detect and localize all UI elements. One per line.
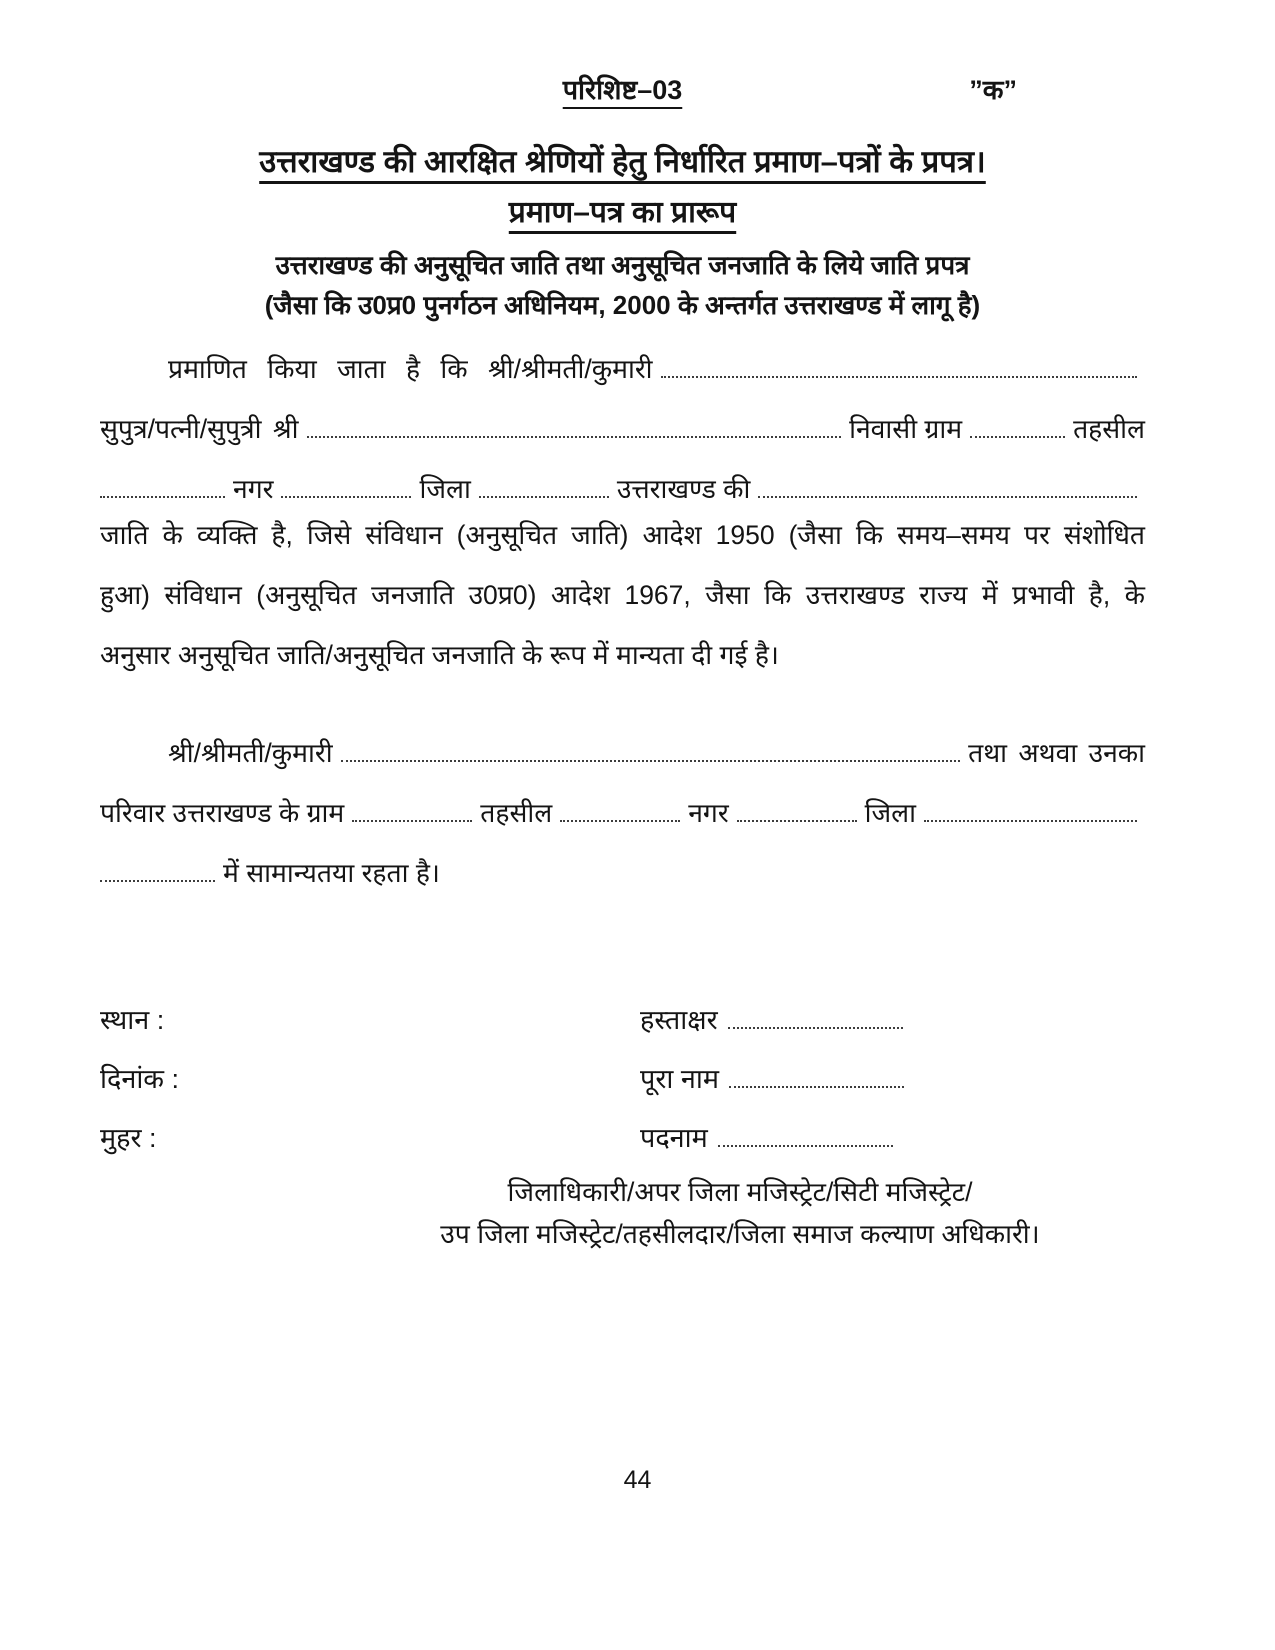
certify-line xyxy=(100,326,1145,386)
family-district-label: जिला xyxy=(864,798,917,828)
form-subtitle-text: प्रमाण–पत्र का प्रारूप xyxy=(508,196,737,229)
place-signature-row xyxy=(100,978,1145,1037)
family-tehsil-field xyxy=(560,820,680,822)
applicant-name-field xyxy=(661,376,1137,378)
appendix-label: परिशिष्ट–03 xyxy=(562,75,683,105)
seal-label: मुहर : xyxy=(100,1123,157,1153)
caste-paragraph-line-3: अनुसार अनुसूचित जाति/अनुसूचित जनजाति के रूप में मान्यता दी गई है। xyxy=(100,640,779,670)
family-city-field xyxy=(737,820,857,822)
page-header xyxy=(100,70,1145,110)
certificate-body xyxy=(100,326,1145,890)
form-title xyxy=(100,140,1145,184)
corner-mark: ”क” xyxy=(969,75,1017,105)
resides-line xyxy=(100,830,1145,890)
district-label: जिला xyxy=(419,474,471,504)
page-number: 44 xyxy=(623,1466,652,1494)
date-label: दिनांक : xyxy=(100,1064,180,1094)
relation-line xyxy=(100,386,1145,446)
district-field xyxy=(479,496,609,498)
family-city-label: नगर xyxy=(688,798,729,828)
relation-prefix-label: सुपुत्र/पत्नी/सुपुत्री श्री xyxy=(100,414,299,444)
seal-designation-row xyxy=(100,1096,1145,1155)
family-residence-line xyxy=(100,770,1145,830)
signature-field xyxy=(728,1027,903,1029)
caste-paragraph-line-2: हुआ) संविधान (अनुसूचित जनजाति उ0प्र0) आदेश 1967, जैसा कि उत्तराखण्ड राज्य में प्रभावी है, के xyxy=(100,580,1145,610)
tehsil-field xyxy=(100,496,225,498)
certify-prefix-label: प्रमाणित किया जाता है कि श्री/श्रीमती/कुमारी xyxy=(168,354,653,384)
family-prefix-label: परिवार उत्तराखण्ड के ग्राम xyxy=(100,798,345,828)
designation-label: पदनाम xyxy=(640,1123,708,1153)
city-field xyxy=(281,496,411,498)
applicant-name-field-2 xyxy=(341,760,961,762)
form-subtitle xyxy=(100,192,1145,234)
signature-label: हस्ताक्षर xyxy=(640,1005,718,1035)
family-district-field xyxy=(924,820,1137,822)
signature-block xyxy=(100,978,1145,1255)
village-field xyxy=(970,436,1065,438)
date-fullname-row xyxy=(100,1037,1145,1096)
full-name-field xyxy=(729,1086,904,1088)
caste-field xyxy=(758,496,1137,498)
tehsil-label: तहसील xyxy=(1073,414,1145,444)
resides-suffix-label: में सामान्यतया रहता है। xyxy=(223,858,440,888)
and-or-their-label: तथा अथवा उनका xyxy=(968,738,1145,768)
officials-line-1: जिलाधिकारी/अपर जिला मजिस्ट्रेट/सिटी मजिस्ट्रेट/ xyxy=(507,1177,973,1207)
applicant-line xyxy=(100,710,1145,770)
resident-village-label: निवासी ग्राम xyxy=(849,414,963,444)
page-content xyxy=(100,0,1145,1255)
place-label: स्थान : xyxy=(100,1005,165,1035)
caste-paragraph-line-1: जाति के व्यक्ति है, जिसे संविधान (अनुसूचित जाति) आदेश 1950 (जैसा कि समय–समय पर संशोधित xyxy=(100,520,1145,550)
location-line xyxy=(100,446,1145,506)
full-name-label: पूरा नाम xyxy=(640,1064,719,1094)
family-tehsil-label: तहसील xyxy=(480,798,553,828)
father-husband-name-field xyxy=(307,436,842,438)
city-label: नगर xyxy=(233,474,274,504)
form-caption-2: (जैसा कि उ0प्र0 पुनर्गठन अधिनियम, 2000 के अन्तर्गत उत्तराखण्ड में लागू है) xyxy=(264,290,981,320)
applicant-prefix-label: श्री/श्रीमती/कुमारी xyxy=(168,738,333,768)
designation-field xyxy=(718,1145,893,1147)
form-caption-1: उत्तराखण्ड की अनुसूचित जाति तथा अनुसूचित जनजाति के लिये जाति प्रपत्र xyxy=(275,250,970,280)
officials-line-2: उप जिला मजिस्ट्रेट/तहसीलदार/जिला समाज कल्याण अधिकारी। xyxy=(440,1219,1040,1249)
uttarakhand-of-label: उत्तराखण्ड की xyxy=(616,474,751,504)
family-village-field xyxy=(352,820,472,822)
residence-field xyxy=(100,880,215,882)
issuing-officials xyxy=(335,1171,1145,1255)
form-title-text: उत्तराखण्ड की आरक्षित श्रेणियों हेतु निर्धारित प्रमाण–पत्रों के प्रपत्र। xyxy=(259,144,986,179)
